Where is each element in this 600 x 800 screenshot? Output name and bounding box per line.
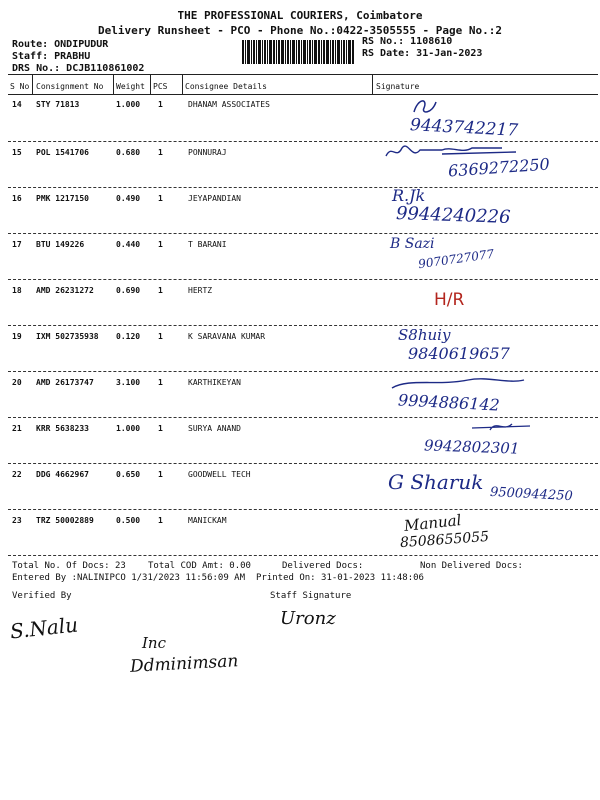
verified-signature: S.Nalu (8, 612, 80, 644)
row-separator (8, 279, 598, 280)
entered-by: Entered By :NALINIPCO 1/31/2023 11:56:09 AM (12, 573, 245, 583)
row-weight: 1.000 (116, 100, 141, 109)
row-sno: 17 (12, 240, 22, 249)
row-consignment: AMD 26173747 (36, 378, 94, 387)
row-signature-phone: 9500944250 (489, 484, 574, 505)
non-delivered-docs: Non Delivered Docs: (420, 561, 523, 571)
row-consignment: DDG 4662967 (36, 470, 89, 479)
row-weight: 3.100 (116, 378, 141, 387)
col-header-weight: Weight (116, 82, 145, 91)
row-separator (8, 233, 598, 234)
row-pcs: 1 (158, 286, 163, 295)
row-pcs: 1 (158, 148, 163, 157)
col-divider (372, 74, 373, 94)
table-top-rule (8, 74, 598, 75)
row-consignee: PONNURAJ (188, 148, 227, 157)
row-weight: 0.500 (116, 516, 141, 525)
drs-label: DRS No.: DCJB110861002 (12, 63, 145, 74)
row-separator (8, 509, 598, 510)
row-separator (8, 187, 598, 188)
total-docs: Total No. Of Docs: 23 (12, 561, 126, 571)
row-consignment: AMD 26231272 (36, 286, 94, 295)
row-signature-name: B Sazi (390, 236, 435, 252)
row-weight: 0.650 (116, 470, 141, 479)
row-consignment: PMK 1217150 (36, 194, 89, 203)
row-consignment: KRR 5638233 (36, 424, 89, 433)
rs-number: RS No.: 1108610 (362, 36, 453, 47)
row-weight: 0.440 (116, 240, 141, 249)
row-pcs: 1 (158, 378, 163, 387)
printed-on: Printed On: 31-01-2023 11:48:06 (256, 573, 424, 583)
row-pcs: 1 (158, 100, 163, 109)
row-signature-name: H/R (434, 290, 465, 310)
col-divider (182, 74, 183, 94)
col-divider (32, 74, 33, 94)
row-signature-phone: 9443742217 (409, 115, 519, 141)
row-signature-phone: 6369272250 (447, 154, 551, 181)
table-header-rule (8, 94, 598, 95)
row-pcs: 1 (158, 332, 163, 341)
row-consignee: MANICKAM (188, 516, 227, 525)
row-signature-phone: 9840619657 (408, 344, 510, 363)
row-consignee: JEYAPANDIAN (188, 194, 241, 203)
row-weight: 0.680 (116, 148, 141, 157)
barcode-image (242, 40, 354, 64)
row-signature-phone: 9070727077 (417, 246, 495, 272)
staff-signature-label: Staff Signature (270, 591, 352, 601)
row-separator (8, 555, 598, 556)
row-weight: 1.000 (116, 424, 141, 433)
staff-label: Staff: PRABHU (12, 51, 91, 62)
bottom-signature-initials: Inc (142, 634, 166, 652)
row-consignment: STY 71813 (36, 100, 80, 109)
company-title: THE PROFESSIONAL COURIERS, Coimbatore (177, 9, 423, 22)
row-consignee: T BARANI (188, 240, 227, 249)
row-consignee: GOODWELL TECH (188, 470, 251, 479)
bottom-signature-name: Ddminimsan (129, 651, 239, 677)
row-consignee: DHANAM ASSOCIATES (188, 100, 270, 109)
verified-by-label: Verified By (12, 591, 72, 601)
row-consignment: POL 1541706 (36, 148, 89, 157)
rs-date: RS Date: 31-Jan-2023 (362, 48, 483, 59)
delivered-docs: Delivered Docs: (282, 561, 364, 571)
row-sno: 23 (12, 516, 22, 525)
row-pcs: 1 (158, 194, 163, 203)
row-consignee: HERTZ (188, 286, 213, 295)
col-header-pcs: PCS (153, 82, 168, 91)
row-separator (8, 463, 598, 464)
row-sno: 21 (12, 424, 22, 433)
row-consignment: BTU 149226 (36, 240, 85, 249)
row-consignment: IXM 502735938 (36, 332, 99, 341)
row-pcs: 1 (158, 424, 163, 433)
row-sno: 15 (12, 148, 22, 157)
route-label: Route: ONDIPUDUR (12, 39, 109, 50)
row-sno: 16 (12, 194, 22, 203)
row-sno: 22 (12, 470, 22, 479)
row-sno: 14 (12, 100, 22, 109)
row-consignee: KARTHIKEYAN (188, 378, 241, 387)
runsheet-subtitle: Delivery Runsheet - PCO - Phone No.:0422-3505555 - Page No.:2 (98, 24, 502, 37)
row-signature-name: S8huiy (398, 326, 451, 344)
row-signature-phone: 9994886142 (397, 390, 501, 415)
row-sno: 20 (12, 378, 22, 387)
row-weight: 0.120 (116, 332, 141, 341)
row-consignment: TRZ 50002889 (36, 516, 94, 525)
row-sno: 18 (12, 286, 22, 295)
col-header-consignee: Consignee Details (185, 82, 267, 91)
row-pcs: 1 (158, 470, 163, 479)
row-separator (8, 371, 598, 372)
total-cod: Total COD Amt: 0.00 (148, 561, 251, 571)
col-header-consignment: Consignment No (36, 82, 104, 91)
row-signature-name: Manual (403, 511, 463, 535)
row-pcs: 1 (158, 516, 163, 525)
signature-scribble (470, 418, 540, 434)
row-consignee: SURYA ANAND (188, 424, 241, 433)
col-divider (113, 74, 114, 94)
col-divider (150, 74, 151, 94)
row-signature-phone: 9942802301 (423, 436, 520, 458)
row-signature-name: R.Jk (392, 186, 426, 205)
row-separator (8, 325, 598, 326)
staff-signature: Uronz (280, 608, 336, 629)
row-signature-phone: 8508655055 (399, 528, 490, 552)
col-header-sno: S No (10, 82, 30, 91)
row-weight: 0.690 (116, 286, 141, 295)
col-header-signature: Signature (376, 82, 420, 91)
row-consignee: K SARAVANA KUMAR (188, 332, 266, 341)
row-signature-name: G Sharuk (388, 470, 484, 494)
row-sno: 19 (12, 332, 22, 341)
row-weight: 0.490 (116, 194, 141, 203)
row-pcs: 1 (158, 240, 163, 249)
row-signature-phone: 9944240226 (395, 203, 511, 228)
